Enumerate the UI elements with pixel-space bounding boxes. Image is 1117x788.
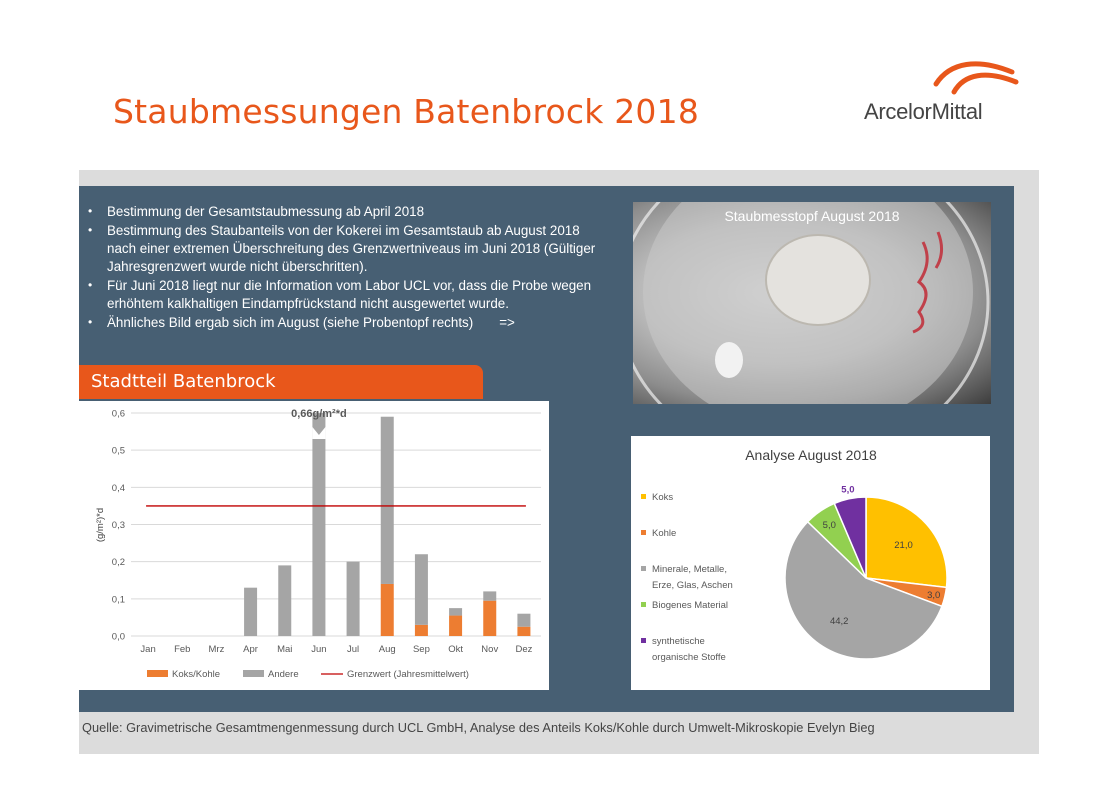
y-tick-label: 0,1 bbox=[111, 594, 125, 606]
bullet-item bbox=[88, 314, 608, 332]
bar-andere bbox=[517, 614, 530, 627]
pie-value-label: 5,0 bbox=[822, 520, 836, 532]
bar-andere bbox=[278, 565, 291, 636]
logo-swoosh-icon bbox=[930, 56, 1022, 96]
dust-pot-illustration bbox=[633, 202, 991, 404]
bar-chart bbox=[79, 401, 549, 690]
bar-andere bbox=[347, 562, 360, 636]
bar-andere bbox=[312, 413, 325, 636]
x-tick-label: Feb bbox=[174, 644, 191, 655]
x-tick-label: Nov bbox=[481, 644, 499, 655]
y-tick-label: 0,2 bbox=[111, 557, 125, 569]
bar-koks-kohle bbox=[449, 616, 462, 636]
legend-swatch bbox=[641, 530, 646, 535]
bar-koks-kohle bbox=[415, 625, 428, 636]
bar-andere bbox=[415, 554, 428, 625]
pie-value-label: 3,0 bbox=[927, 589, 941, 601]
bar-chart-svg bbox=[79, 401, 549, 690]
bullet-text: Ähnliches Bild ergab sich im August (siehe Probentopf rechts) bbox=[107, 315, 474, 331]
bullet-item bbox=[88, 222, 608, 275]
x-tick-label: Jul bbox=[347, 644, 360, 655]
legend-swatch bbox=[641, 602, 646, 607]
legend-swatch bbox=[641, 638, 646, 643]
bullet-item bbox=[88, 203, 608, 221]
x-tick-label: Apr bbox=[243, 644, 258, 655]
legend-label: Andere bbox=[268, 669, 299, 680]
legend-label: Koks bbox=[652, 492, 674, 503]
legend-label: synthetische organische Stoffe bbox=[652, 636, 726, 663]
slide-title: Staubmessungen Batenbrock 2018 bbox=[113, 92, 700, 131]
arrow-indicator: => bbox=[499, 315, 515, 331]
x-tick-label: Sep bbox=[412, 644, 430, 655]
x-tick-label: Jan bbox=[140, 644, 156, 655]
pie-chart-svg bbox=[631, 436, 990, 690]
x-tick-label: Dez bbox=[515, 644, 533, 655]
photo-caption: Staubmesstopf August 2018 bbox=[724, 208, 900, 224]
legend-label: Biogenes Material bbox=[652, 600, 729, 611]
bullet-item bbox=[88, 277, 608, 313]
pie-title: Analyse August 2018 bbox=[745, 447, 877, 463]
pie-value-label: 5,0 bbox=[841, 484, 855, 496]
bar-andere bbox=[449, 608, 462, 615]
x-tick-label: Jun bbox=[311, 644, 327, 655]
legend-label: Grenzwert (Jahresmittelwert) bbox=[347, 669, 469, 680]
bullet-text: Für Juni 2018 liegt nur die Information vom Labor UCL vor, dass die Probe wegen erhöhtem kalkhaltigen Eindampfrückstand nicht ausgewertet wurde. bbox=[107, 278, 592, 311]
district-banner bbox=[79, 365, 483, 399]
bar-andere bbox=[381, 417, 394, 584]
bullet-list bbox=[88, 203, 608, 334]
bar-koks-kohle bbox=[483, 601, 496, 636]
y-axis-label: (g/m²)*d bbox=[95, 507, 106, 543]
x-tick-label: Okt bbox=[448, 644, 463, 655]
legend-swatch bbox=[641, 566, 646, 571]
y-tick-label: 0,0 bbox=[111, 631, 125, 643]
bullet-text: Bestimmung der Gesamtstaubmessung ab April 2018 bbox=[107, 204, 425, 219]
legend-label: Koks/Kohle bbox=[172, 669, 221, 680]
legend-swatch-andere bbox=[243, 670, 264, 677]
x-tick-label: Mai bbox=[277, 644, 293, 655]
logo-text: ArcelorMittal bbox=[864, 99, 983, 124]
legend-label: Kohle bbox=[652, 528, 677, 539]
bar-koks-kohle bbox=[381, 584, 394, 636]
legend-swatch bbox=[641, 494, 646, 499]
district-label: Stadtteil Batenbrock bbox=[91, 371, 276, 392]
y-tick-label: 0,3 bbox=[111, 520, 125, 531]
pie-chart bbox=[631, 436, 990, 690]
y-tick-label: 0,5 bbox=[111, 445, 125, 457]
x-tick-label: Mrz bbox=[208, 644, 225, 655]
source-note: Quelle: Gravimetrische Gesamtmengenmessung durch UCL GmbH, Analyse des Anteils Koks/Kohle durch Umwelt-Mikroskopie Evelyn Bieg bbox=[82, 720, 875, 735]
dust-pot-photo bbox=[633, 202, 991, 404]
bullet-text: Bestimmung des Staubanteils von der Kokerei im Gesamtstaub ab August 2018 nach einer extremen Überschreitung des Grenzwertniveaus im Juni 2018 (Gültiger Jahresgrenzwert wurde nicht überschritten). bbox=[107, 223, 596, 274]
x-tick-label: Aug bbox=[378, 644, 396, 655]
y-tick-label: 0,6 bbox=[111, 408, 125, 420]
arcelormittal-logo bbox=[862, 56, 1028, 126]
bar-andere bbox=[244, 588, 257, 636]
annotation-label: 0,66g/m²*d bbox=[291, 408, 347, 420]
bar-koks-kohle bbox=[517, 627, 530, 636]
legend-label: Minerale, Metalle, Erze, Glas, Aschen bbox=[652, 564, 733, 591]
y-tick-label: 0,4 bbox=[111, 482, 125, 494]
pie-value-label: 21,0 bbox=[894, 540, 913, 552]
pie-value-label: 44,2 bbox=[829, 615, 849, 627]
bar-andere bbox=[483, 591, 496, 600]
legend-swatch-koks-kohle bbox=[147, 670, 168, 677]
